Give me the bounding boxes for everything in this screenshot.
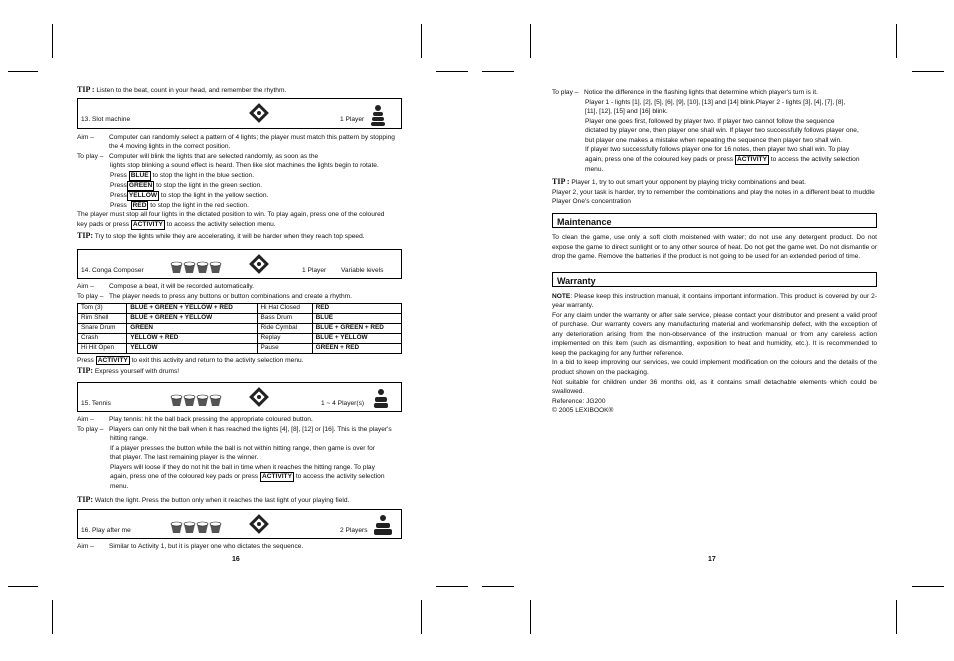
crop-mark	[8, 71, 38, 72]
press-yellow: Press YELLOW to stop the light in the yellow section.	[110, 191, 269, 199]
tip-16: TIP : Player 1, try to out smart your opponent by playing tricky combinations and beat.	[552, 177, 806, 187]
gamepad-icon	[247, 252, 271, 276]
section-13-box	[77, 98, 402, 129]
section-15-box: 15. Tennis 1 ~ 4 Player(s)	[77, 382, 402, 412]
crop-mark	[436, 71, 468, 72]
press-red: Press RED to stop the light in the red section.	[110, 201, 249, 209]
crop-mark	[896, 600, 897, 634]
crop-mark	[421, 24, 422, 58]
maintenance-header: Maintenance	[552, 213, 877, 228]
drums-icon	[170, 260, 222, 274]
section-16-box: 16. Play after me 2 Players	[77, 509, 402, 539]
tip-13-intro: TIP : Listen to the beat, count in your head, and remember the rhythm.	[77, 85, 287, 94]
crop-mark	[912, 586, 944, 587]
page-17: To play – Notice the difference in the flashing lights that determine which player's turn is it. Player 1 - lights [1], [2], [5], [6], [9], [10], [13] and [14] blink.Player 2 - lights [3], [4], [7], [8], [11], [12], [15] and [16] blink. Player one goes first, followed by player two. If player two cannot follow the sequence dictated by player one, then player one shall win. If player two successfully follows player one, but player one makes a mistake when repeating the sequence then player two shall win. If player two successfully follows player one for 16 notes, then player two shall win. To play again, press one of the coloured key pads or press ACTIVITY to access the activity selection menu. TIP : Player 1, try to out smart your opponent by playing tricky combinations and beat. Player 2, your task is harder, try to remember the combinations and play the notes in a different beat to muddle Player One's concentration Maintenance To clean the game, use only a soft cloth moistened with water; do not use any detergent product. Do not expose the game to direct sunlight or to any other source of heat. Do not get the game wet. Do not dismantle or drop the game. Remove the batteries if the product is not going to be used for an extended period of time. Warranty NOTE: Please keep this instruction manual, it contains important information. This product is covered by our 2-year warranty. For any claim under the warranty or after sale service, please contact your distributor and present a valid proof of purchase. Our warranty covers any manufacturing material and workmanship defect, with the exception of any deterioration arising from the non-observance of the instruction manual or from any careless action implemented on this item (such as dismantling, exposition to heat and humidity, etc.). It is recommended to keep the packaging for any further reference. In a bid to keep improving our services, we could implement modification on the colours and the details of the product shown on the packaging. Not suitable for children under 36 months old, as it contains small detachable elements which could be swallowed. Reference: JG200 © 2005 LEXIBOOK®	[552, 89, 877, 415]
crop-mark	[530, 24, 531, 58]
tip-13: TIP: Try to stop the lights while they are accelerating, it will be harder when they reach top speed.	[77, 230, 365, 240]
crop-mark	[436, 586, 468, 587]
press-green: Press GREEN to stop the light in the green section.	[110, 181, 263, 189]
table-row: Hi Hit Open YELLOW Pause GREEN + RED	[78, 343, 402, 353]
crop-mark	[52, 600, 53, 634]
crop-mark	[530, 600, 531, 634]
two-players-icon	[374, 514, 392, 536]
section-14-box: 14. Conga Composer 1 Player Variable levels	[77, 249, 402, 279]
key-red: RED	[132, 201, 147, 209]
players-group-icon	[374, 387, 388, 409]
tip-15: TIP: Watch the light. Press the button only when it reaches the last light of your playing field.	[77, 494, 350, 504]
crop-mark	[52, 24, 53, 58]
gamepad-icon	[247, 385, 271, 409]
button-combination-table	[77, 303, 402, 354]
warranty-header: Warranty	[552, 272, 877, 287]
key-activity: ACTIVITY	[97, 356, 128, 364]
crop-mark	[896, 24, 897, 58]
key-yellow: YELLOW	[128, 191, 158, 199]
player-figure-icon	[371, 104, 385, 126]
table-row: Snare Drum GREEN Ride Cymbal BLUE + GREEN + RED	[78, 323, 402, 333]
table-row: Tom (3) BLUE + GREEN + YELLOW + RED Hi Hat Closed RED	[78, 303, 402, 313]
crop-mark	[482, 586, 514, 587]
press-blue: Press BLUE to stop the light in the blue section.	[110, 171, 255, 179]
drums-icon	[170, 520, 222, 534]
gamepad-icon	[247, 101, 271, 125]
key-activity: ACTIVITY	[261, 473, 292, 481]
aim-row: Aim – Computer can randomly select a pattern of 4 lights; the player must match this pattern by stopping the 4 moving lights in the correct position.	[77, 133, 395, 151]
drums-icon	[170, 393, 222, 407]
table-row: Crash YELLOW + RED Replay BLUE + YELLOW	[78, 333, 402, 343]
table-row: Rim Shell BLUE + GREEN + YELLOW Bass Drum BLUE	[78, 313, 402, 323]
key-activity: ACTIVITY	[132, 220, 163, 228]
key-activity: ACTIVITY	[736, 155, 767, 163]
warranty-note: NOTE: Please keep this instruction manual, it contains important information. This product is covered by our 2-year warranty.	[552, 292, 877, 310]
crop-mark	[421, 600, 422, 634]
key-green: GREEN	[128, 181, 153, 189]
toplay-row: To play – Computer will blink the lights that are selected randomly, as soon as the	[77, 152, 319, 160]
tip-14: TIP: Express yourself with drums!	[77, 366, 180, 376]
player-count: 1 Player	[340, 116, 365, 124]
page-number: 17	[708, 556, 716, 563]
crop-mark	[482, 71, 514, 72]
crop-mark	[912, 71, 944, 72]
gamepad-icon	[247, 512, 271, 536]
page-number: 16	[232, 556, 240, 563]
section-title: 13. Slot machine	[81, 116, 131, 124]
maintenance-text: To clean the game, use only a soft cloth moistened with water; do not use any detergent product. Do not expose the game to direct sunlight or to any other source of heat. Do not get the game wet. Do not dismantle or drop the game. Remove the batteries if the product is not going to be used for an extended period of time.	[552, 233, 877, 261]
page-16: TIP : Listen to the beat, count in your head, and remember the rhythm. 13. Slot machine 1 Player Aim – Computer can randomly select a pattern of 4 lights; the player must match this pattern by stopping the 4 moving lights in the correct position. To play – Computer will blink the lights that are selected randomly, as soon as the lights stop blinking a sound effect is heard. Then like slot machines the lights begin to rotate. Press BLUE to stop the light in the blue section. Press GREEN to stop the light in the green section. Press YELLOW to stop the light in the yellow section. Press RED to stop the light in the red section. The player must stop all four lights in the dictated position to win. To play again, press one of the coloured key pads or press ACTIVITY to access the activity selection menu. TIP: Try to stop the lights while they are accelerating, it will be harder when they reach top speed. 14. Conga Composer 1 Player Variable levels Aim – Compose a beat, it will be recorded automatically. To play – The player needs to press any buttons or button combinations and create a rhythm. Tom (3) BLUE + GREEN + YELLOW + RED Hi Hat Closed RED Rim Shell BLUE + GREEN + YELLOW Bass Drum BLUE Snare Drum GREEN Ride Cymbal BLUE + GREEN + RED Crash YELLOW + RED Replay BLUE + YELLOW Hi Hit Open YELLOW Pause GREEN + RED Press ACTIVITY to exit this activity and return to the activity selection menu. TIP: Express yourself with drums! 15. Tennis 1 ~ 4 Player(s) Aim – Play tennis: hit the ball back pressing the appropriate coloured button. To play – Players can only hit the ball when it has reached the lights [4], [8], [12] or [16]. This is the player's hitting range. If a player presses the button while the ball is not within hitting range, then game is over for that player. The last remaining player is the winner. Players will loose if they do not hit the ball in time when it reaches the hitting range. To play again, press one of the coloured key pads or press ACTIVITY to access the activity selection menu. TIP: Watch the light. Press the button only when it reaches the last light of your playing field. 16. Play after me 2 Players Aim – Similar to Activity 1, but it is player one who dictates the sequence.	[77, 84, 402, 552]
crop-mark	[8, 586, 38, 587]
key-blue: BLUE	[130, 171, 149, 179]
